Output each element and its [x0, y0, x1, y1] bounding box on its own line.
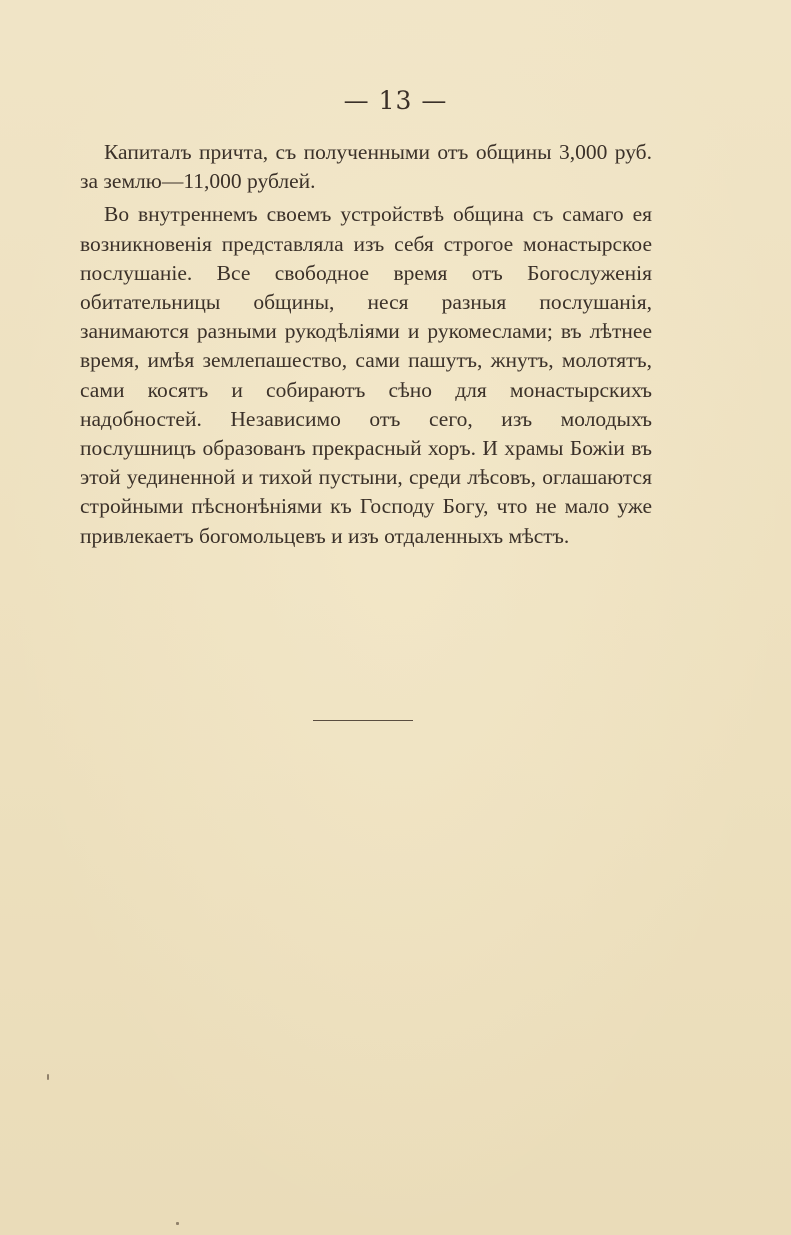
page-number: — 13 —	[343, 86, 448, 115]
body-text	[80, 138, 652, 551]
paper-speck	[176, 1222, 179, 1225]
paragraph-capital: Капиталъ причта, съ полученными отъ общины 3,000 руб. за землю—11,000 рублей.	[80, 140, 652, 194]
paper-speck	[47, 1074, 49, 1080]
section-end-rule	[313, 720, 413, 721]
paragraph-community-life: Во внутреннемъ своемъ устройствѣ община съ самаго ея возникновенія представляла изъ себя строгое монастырское послушаніе. Все свободное время отъ Богослуженія обитательницы общины, неся разныя послушанія, занимаются разными рукодѣліями и рукомеслами; въ лѣтнее время, имѣя землепашество, сами пашутъ, жнутъ, молотятъ, сами косятъ и собираютъ сѣно для монастырскихъ надобностей. Независимо отъ сего, изъ молодыхъ послушницъ образованъ прекрасный хоръ. И храмы Божіи въ этой уединенной и тихой пустыни, среди лѣсовъ, оглашаются стройными пѣснонѣніями къ Господу Богу, что не мало уже привлекаетъ богомольцевъ и изъ отдаленныхъ мѣстъ.	[80, 202, 652, 548]
